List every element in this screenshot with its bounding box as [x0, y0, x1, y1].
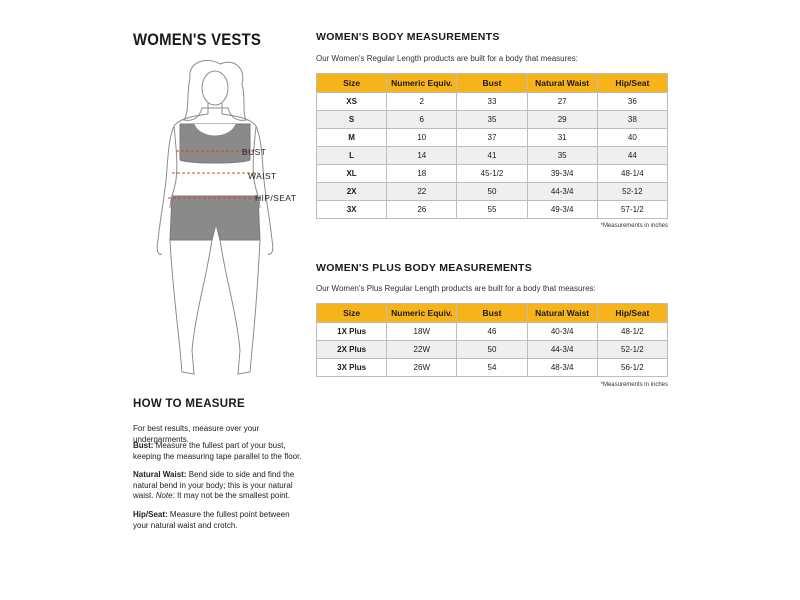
- measurement-cell: 22W: [387, 341, 457, 359]
- waist-note-term: Note:: [155, 491, 175, 500]
- plus-header-cell: Numeric Equiv.: [387, 304, 457, 323]
- measurement-cell: 57-1/2: [597, 201, 667, 219]
- table-row: [317, 93, 668, 111]
- measurement-cell: 50: [457, 341, 527, 359]
- hip-term: Hip/Seat:: [133, 510, 168, 519]
- table-row: [317, 201, 668, 219]
- measurement-cell: 55: [457, 201, 527, 219]
- table-row: [317, 165, 668, 183]
- waist-note-text: It may not be the smallest point.: [177, 491, 290, 500]
- measurement-cell: 52-12: [597, 183, 667, 201]
- table-row: [317, 111, 668, 129]
- measurement-cell: 54: [457, 359, 527, 377]
- size-cell: 2X: [317, 183, 387, 201]
- figure-head: [202, 71, 228, 105]
- size-cell: M: [317, 129, 387, 147]
- body-figure-illustration: [150, 60, 300, 382]
- measurement-cell: 40: [597, 129, 667, 147]
- regular-header-cell: Natural Waist: [527, 74, 597, 93]
- size-cell: XL: [317, 165, 387, 183]
- page-title: WOMEN'S VESTS: [133, 30, 262, 49]
- bust-label: BUST: [242, 147, 267, 157]
- bust-description: Measure the fullest part of your bust, keeping the measuring tape parallel to the floor.: [133, 441, 302, 461]
- how-to-measure-bust: [133, 441, 305, 462]
- figure-legs: [170, 240, 260, 374]
- regular-header-cell: Numeric Equiv.: [387, 74, 457, 93]
- measurement-cell: 46: [457, 323, 527, 341]
- measurement-cell: 26: [387, 201, 457, 219]
- regular-footnote: *Measurements in inches: [600, 223, 668, 229]
- plus-header-cell: Hip/Seat: [597, 304, 667, 323]
- measurement-cell: 10: [387, 129, 457, 147]
- size-cell: XS: [317, 93, 387, 111]
- measurement-cell: 49-3/4: [527, 201, 597, 219]
- plus-footnote: *Measurements in inches: [600, 382, 668, 388]
- size-cell: L: [317, 147, 387, 165]
- how-to-measure-waist: [133, 470, 305, 502]
- measurement-cell: 48-1/2: [597, 323, 667, 341]
- measurement-cell: 29: [527, 111, 597, 129]
- waist-description: Bend side to side and find the natural bend in your body; this is your natural waist.: [133, 470, 295, 500]
- measurement-cell: 26W: [387, 359, 457, 377]
- table-row: [317, 341, 668, 359]
- measurement-cell: 44-3/4: [527, 183, 597, 201]
- size-cell: 2X Plus: [317, 341, 387, 359]
- regular-header-cell: Hip/Seat: [597, 74, 667, 93]
- regular-size-table: [316, 73, 668, 219]
- measurement-cell: 36: [597, 93, 667, 111]
- measurement-cell: 18: [387, 165, 457, 183]
- how-to-measure-title: HOW TO MEASURE: [133, 398, 245, 410]
- measurement-cell: 22: [387, 183, 457, 201]
- measurement-cell: 45-1/2: [457, 165, 527, 183]
- how-to-measure-intro: For best results, measure over your undergarments.: [133, 424, 260, 444]
- measurement-cell: 6: [387, 111, 457, 129]
- plus-measurements-title: WOMEN'S PLUS BODY MEASUREMENTS: [316, 262, 533, 274]
- body-figure-svg: [150, 60, 300, 382]
- plus-measurements-subtitle: Our Women's Plus Regular Length products are built for a body that measures:: [316, 284, 596, 293]
- waist-label: WAIST: [248, 171, 277, 181]
- regular-header-cell: Size: [317, 74, 387, 93]
- measurement-cell: 41: [457, 147, 527, 165]
- size-cell: 1X Plus: [317, 323, 387, 341]
- size-cell: 3X: [317, 201, 387, 219]
- table-row: [317, 183, 668, 201]
- measurement-cell: 35: [527, 147, 597, 165]
- measurement-cell: 56-1/2: [597, 359, 667, 377]
- measurement-cell: 37: [457, 129, 527, 147]
- table-row: [317, 323, 668, 341]
- measurement-cell: 48-1/4: [597, 165, 667, 183]
- measurement-cell: 44-3/4: [527, 341, 597, 359]
- measurement-cell: 39-3/4: [527, 165, 597, 183]
- regular-measurements-subtitle: Our Women's Regular Length products are built for a body that measures:: [316, 54, 578, 63]
- measurement-cell: 38: [597, 111, 667, 129]
- measurement-cell: 50: [457, 183, 527, 201]
- measurement-cell: 18W: [387, 323, 457, 341]
- how-to-measure-hip: [133, 510, 305, 531]
- waist-term: Natural Waist:: [133, 470, 187, 479]
- measurement-cell: 33: [457, 93, 527, 111]
- measurement-cell: 44: [597, 147, 667, 165]
- plus-size-table: [316, 303, 668, 377]
- measurement-cell: 52-1/2: [597, 341, 667, 359]
- figure-shorts: [170, 196, 260, 240]
- hip-description: Measure the fullest point between your natural waist and crotch.: [133, 510, 290, 530]
- regular-measurements-title: WOMEN'S BODY MEASUREMENTS: [316, 31, 500, 43]
- measurement-cell: 40-3/4: [527, 323, 597, 341]
- measurement-cell: 31: [527, 129, 597, 147]
- plus-table-header-row: [317, 304, 668, 323]
- measurement-cell: 27: [527, 93, 597, 111]
- table-row: [317, 147, 668, 165]
- hip-seat-label: HIP/SEAT: [255, 193, 297, 203]
- table-row: [317, 129, 668, 147]
- plus-header-cell: Natural Waist: [527, 304, 597, 323]
- regular-table-header-row: [317, 74, 668, 93]
- plus-header-cell: Size: [317, 304, 387, 323]
- size-cell: S: [317, 111, 387, 129]
- size-cell: 3X Plus: [317, 359, 387, 377]
- measurement-cell: 2: [387, 93, 457, 111]
- measurement-cell: 35: [457, 111, 527, 129]
- regular-header-cell: Bust: [457, 74, 527, 93]
- bust-term: Bust:: [133, 441, 154, 450]
- measurement-cell: 14: [387, 147, 457, 165]
- measurement-cell: 48-3/4: [527, 359, 597, 377]
- table-row: [317, 359, 668, 377]
- plus-header-cell: Bust: [457, 304, 527, 323]
